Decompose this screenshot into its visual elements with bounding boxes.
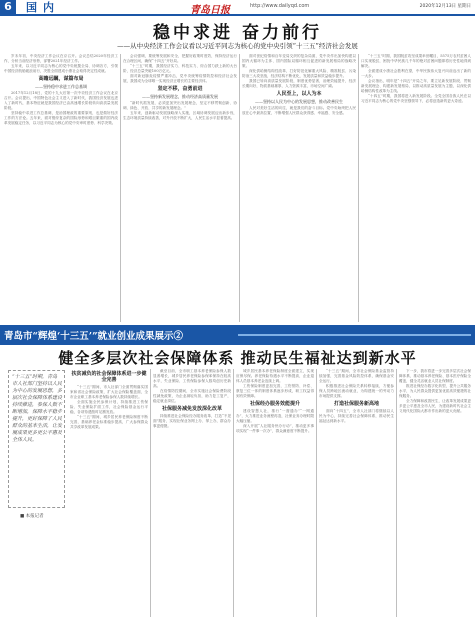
paragraph: “十三五”期间，城乡居民养老保险制度不断完善，基础养老金标准稳步提高，广大参保群众共享改革发展成果。: [70, 415, 148, 429]
paper-logo: 青岛日报: [190, 5, 230, 16]
masthead: [0, 0, 475, 16]
section-subhead-small: ——坚持稳中求进工作总基调: [35, 84, 87, 89]
commentary-text: “十三五”时期，青岛市人社部门坚持以人民为中心的发展思想，多层次社会保障体系建设持续推进，参保人数不断增加，保障水平稳步提升，更好保障了人民群众的基本生活，让发展成果更多更公平惠及全体人民。: [12, 374, 63, 443]
column-divider: [396, 369, 397, 617]
paragraph: 城乡居民基本养老保险制度全面建立，实现应保尽保。养老保险待遇水平不断提高，企业退休人员基本养老金连续上调。: [236, 369, 314, 383]
section-subhead: 社保经办服务效能提升: [249, 401, 300, 407]
column-divider: [150, 369, 151, 617]
lower-column-3: [236, 369, 314, 617]
paragraph: 面对世纪疫情和百年变局交织的复杂局面，党中央作出加快构建以国内大循环为主体、国内国际双循环相互促进的新发展格局的战略决策。: [242, 54, 356, 68]
banner-title: 青岛市“辉煌‘十三五’”就业创业成果展示②: [4, 331, 184, 342]
second-headline: 健全多层次社会保障体系 推动民生福祉达到新水平: [58, 349, 417, 367]
paragraph: 全力保障和改善民生，让改革发展成果更多更公平惠及全市人民，为建设新时代社会主义现代化国际大都市作出新的更大贡献。: [399, 399, 471, 413]
banner-decor-bar: [238, 334, 471, 336]
paragraph: “十四五”时期，我国将进入新发展阶段。全党全国各族人民在以习近平同志为核心的党中央坚强领导下，必将创造新的更大奇迹。: [361, 94, 471, 103]
paragraph: 全面实施全民参保计划，持续推进工伤保险、失业保险扩面工作，社会保险基金运行平稳，各项待遇按时足额发放。: [70, 400, 148, 414]
paragraph: 面向“十四五”，全市人社部门将继续以人民为中心，持续完善社会保障体系，推动民生福祉达到新水平。: [319, 409, 394, 423]
paper-url[interactable]: http://www.dailyqd.com: [250, 3, 310, 9]
column-divider: [233, 369, 234, 617]
column-divider: [239, 54, 240, 322]
main-subtitle: ——从中央经济工作会议看以习近平同志为核心的党中央引领“十三五”经济社会发展: [117, 42, 358, 50]
paragraph: “新时代抓发展，必须更加突出发展理念，坚定不移贯彻创新、协调、绿色、开放、共享的新发展理念。”: [123, 101, 237, 110]
paragraph: 我国已转向高质量发展阶段，制度优势显著，治理效能提升，经济长期向好，物质基础雄厚，人力资源丰富，市场空间广阔。: [242, 79, 356, 88]
section-subhead: 社保服务减免发放深化改革: [161, 406, 222, 412]
paragraph: 面对新冠肺炎疫情严重冲击，党中央统筹疫情防控和经济社会发展，我国成为全球唯一实现经济正增长的主要经济体。: [123, 74, 237, 83]
lower-column-4: [319, 369, 394, 617]
commentary-author: ■ 本报记者: [20, 514, 44, 519]
column-divider: [358, 54, 359, 322]
section-subhead: 扶贫减负的社会保障体系进一步健全完善: [71, 371, 147, 383]
paragraph: 岁末年初，中央经济工作会议在京召开。会议总结2020年经济工作，分析当前经济形势，部署2021年经济工作。: [4, 54, 118, 63]
paragraph: 人民对美好生活的向往，就是我们的奋斗目标。党中央始终把人民放在心中最高位置，不断增强人民群众获得感、幸福感、安全感。: [242, 106, 356, 115]
section-subhead: 打造社保服务新高地: [333, 401, 379, 407]
article-column-2: [123, 54, 237, 322]
paragraph: 会议强调，要统筹发展和安全，把握好政策时度效，保持经济运行在合理区间，确保“十四五”开好局。: [123, 54, 237, 63]
section-name: 国内: [26, 1, 60, 14]
paragraph: 工伤保险制度更加完善，工伤预防、补偿、康复三位一体的制度体系逐步形成，职工权益得到有效保障。: [236, 384, 314, 398]
article-column-1: [4, 54, 118, 322]
paragraph: 2017年12月18日，党的十九大后第一次中央经济工作会议在北京召开。会议提出，中国特色社会主义进入了新时代，我国经济发展也进入了新时代，基本特征就是我国经济已由高速增长阶段转向高质量发展阶段。: [4, 91, 118, 110]
lower-column-1: [70, 369, 148, 617]
paragraph: “十三五”时期，我国脱贫攻坚成果举世瞩目，5575万农村贫困人口实现脱贫，困扰中华民族几千年的绝对贫困问题即将历史性地得到解决。: [361, 54, 471, 68]
paragraph: 持续推进社会保险经办服务改革，打造“不见面”服务，实现社保业务网上办、掌上办，群众办事更便捷。: [153, 414, 231, 428]
page-number: 6: [0, 0, 16, 14]
section-subhead: 坚定不移，奋勇前进: [157, 86, 203, 92]
paragraph: 全面建成小康社会胜利在望，中华民族伟大复兴向前迈出了新的一大步。: [361, 69, 471, 78]
paragraph: 在疫情防控期间，全市实施社会保险费阶段性减免政策，为企业减轻负担，助力复工复产，稳定就业岗位。: [153, 389, 231, 403]
section-subhead-small: ——坚持以人民为中心的发展思想，推动改善民生: [255, 99, 343, 104]
paper-date: 2020年12月13日 星期日: [419, 4, 471, 9]
paragraph: 五年来，创新驱动发展战略深入实施，区域协调发展迈出新步伐，生态环境质量持续改善，对外开放不断扩大，人民生活水平显著提高。: [123, 111, 237, 120]
article-column-3: [242, 54, 356, 322]
section-subhead: 高瞻远瞩，谋篇布局: [38, 76, 84, 82]
section-subhead: 人民至上，以人为本: [276, 91, 322, 97]
column-divider: [120, 54, 121, 322]
paragraph: “十三五”时期，我国经济实力、科技实力、综合国力跃上新的大台阶，经济总量突破100万亿元。: [123, 64, 237, 73]
paragraph: 下一步，我市将进一步完善多层次社会保障体系，推动基本养老保险、基本医疗保险全覆盖，健全灵活就业人员社保制度。: [399, 369, 471, 383]
paragraph: 截至目前，全市职工基本养老保险参保人数显著增长，城乡居民养老保险参保率保持在较高水平，失业保险、工伤保险参保人数均创历史新高。: [153, 369, 231, 388]
article-column-4: [361, 54, 471, 322]
paragraph: “十三五”期间，全市社会保险基金监管持续加强，完善基金风险防控体系，确保基金安全运行。: [319, 369, 394, 383]
column-divider: [316, 369, 317, 617]
section-banner: [0, 325, 475, 345]
lower-column-5: [399, 369, 471, 617]
paragraph: 会议指出，明年是“十四五”开局之年，要立足新发展阶段、贯彻新发展理念、构建新发展格局，以推动高质量发展为主题，以深化供给侧结构性改革为主线。: [361, 79, 471, 93]
paragraph: “十三五”期间，市人社部门全面贯彻落实国家和省社会保险政策，扩大社会保险覆盖面，全市企业职工基本养老保险参保人数持续增长。: [70, 385, 148, 399]
paragraph: 建设智慧人社，推行“一窗通办”“一网通办”，大力推进业务流程再造，社保业务办理时限大幅压缩。: [236, 409, 314, 423]
paragraph: 推进社保经办数字化转型，提升公共服务水平，为人民群众提供更加优质高效便捷的社保服务。: [399, 384, 471, 398]
paragraph: 积极推进社会保险关系转移接续，方便参保人员跨地区流动就业，为构建统一的劳动力市场提供支撑。: [319, 384, 394, 398]
paragraph: 坚持稳中求进工作总基调，是治国理政的重要原则，也是做好经济工作的方法论。五年来，面对错综复杂的国际形势和艰巨繁重的国内改革发展稳定任务，以习近平同志为核心的党中央审时度势、科学决策。: [4, 111, 118, 125]
paragraph: 五年来，以习近平同志为核心的党中央统揽全局、协调各方，引领中国经济航船破浪前行，决胜全面建成小康社会取得决定性成就。: [4, 64, 118, 73]
paragraph: 深化供给侧结构性改革，打好防范化解重大风险、精准脱贫、污染防治三大攻坚战，经济结构不断优化，发展质量和效益稳步提升。: [242, 69, 356, 78]
main-headline: 稳中求进 奋力前行: [153, 23, 322, 43]
paragraph: 深入开展“人社服务快办行动”，推动更多事项实现“一件事一次办”，群众满意度不断提升。: [236, 424, 314, 433]
section-subhead-small: ——坚持新发展理念，推动经济高质量发展: [142, 94, 218, 99]
lower-column-2: [153, 369, 231, 617]
